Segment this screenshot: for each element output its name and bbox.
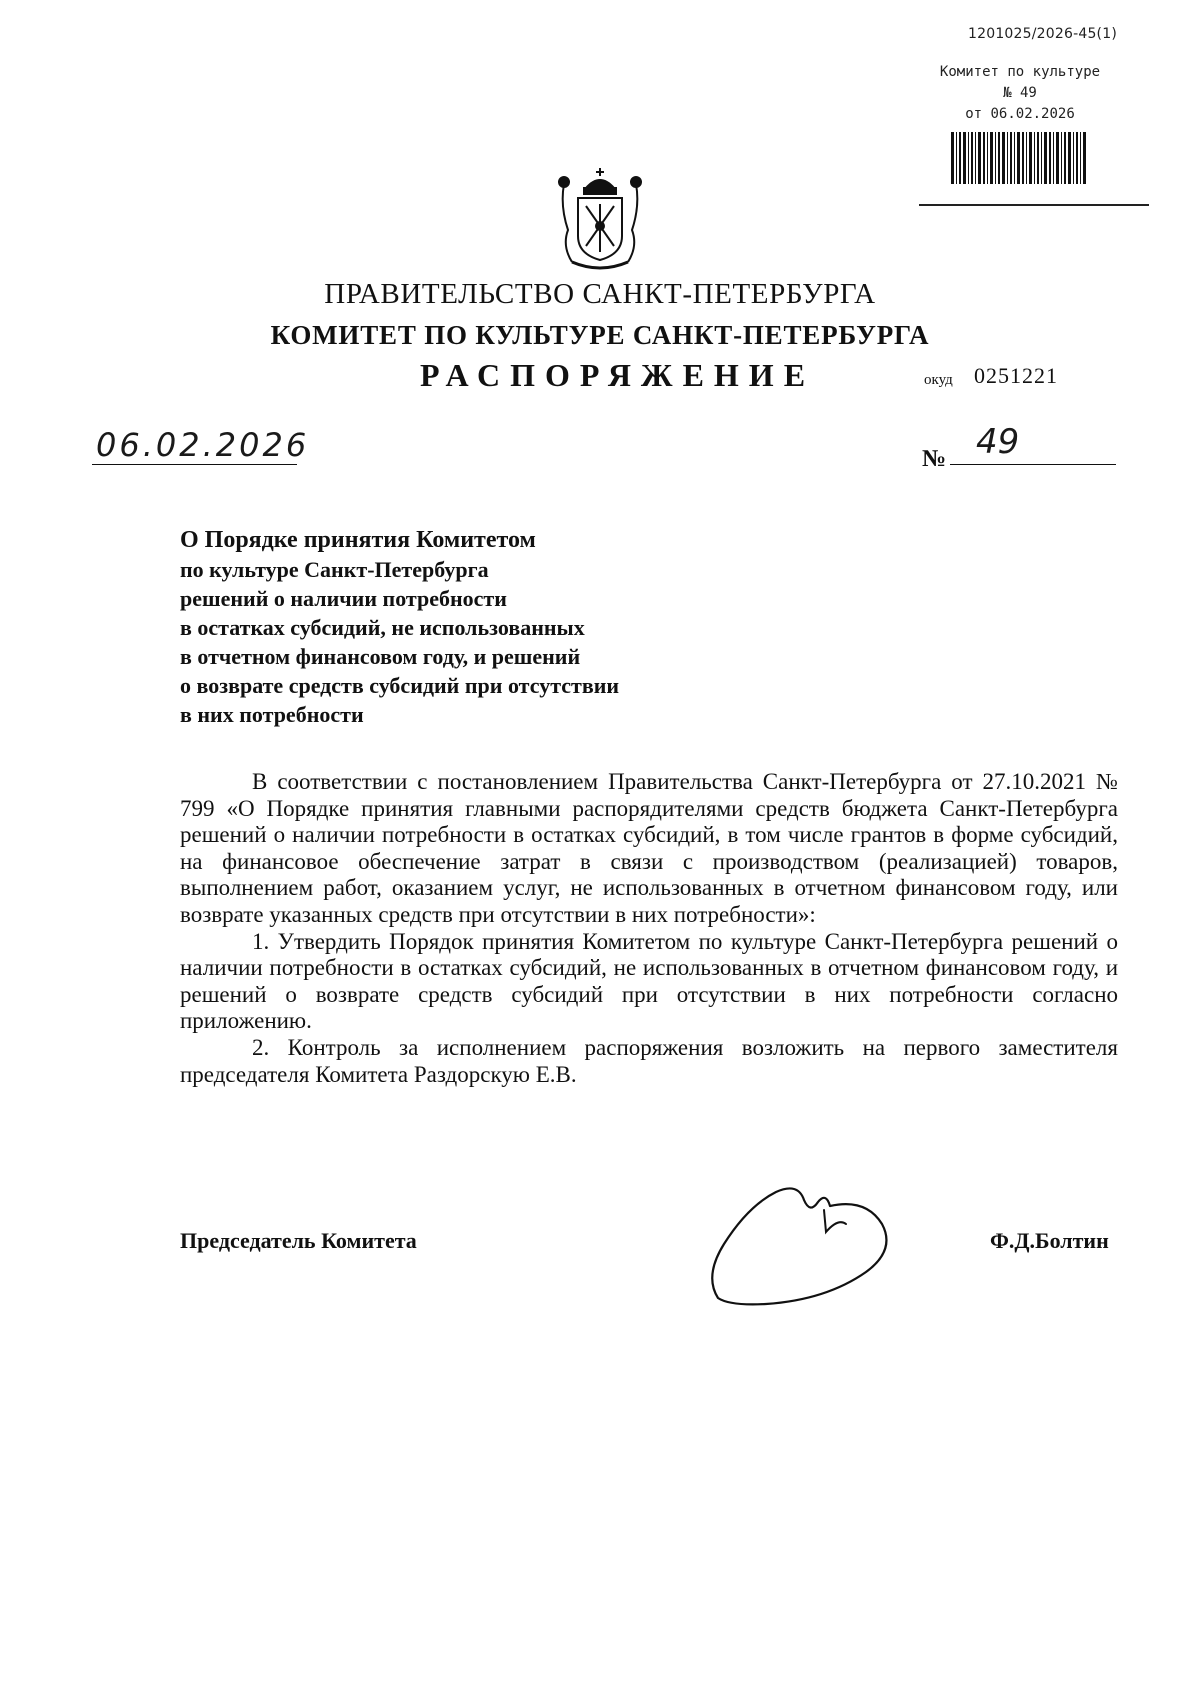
signatory-title: Председатель Комитета <box>180 1228 417 1253</box>
document-body <box>180 769 1118 1088</box>
barcode-icon <box>951 132 1087 184</box>
handwritten-signature-icon <box>706 1180 906 1310</box>
document-type: РАСПОРЯЖЕНИЕ <box>420 357 816 393</box>
document-subject <box>180 526 740 729</box>
document-date: 06.02.2026 <box>96 426 310 464</box>
subject-line: в остатках субсидий, не использованных <box>180 615 585 640</box>
committee-title: КОМИТЕТ ПО КУЛЬТУРЕ САНКТ-ПЕТЕРБУРГА <box>270 320 930 350</box>
document-number: 49 <box>976 422 1020 462</box>
okud-code: 0251221 <box>974 363 1058 388</box>
subject-line: по культуре Санкт-Петербурга <box>180 557 489 582</box>
subject-line: в них потребности <box>180 702 364 727</box>
subject-line: О Порядке принятия Комитетом <box>180 527 536 553</box>
okud-label: окуд <box>924 372 953 388</box>
body-paragraph-item-2: 2. Контроль за исполнением распоряжения возложить на первого заместителя председателя Комитета Раздорскую Е.В. <box>180 1034 1118 1087</box>
registration-stamp <box>920 62 1120 125</box>
registration-date: от 06.02.2026 <box>965 106 1075 122</box>
government-title: ПРАВИТЕЛЬСТВО САНКТ-ПЕТЕРБУРГА <box>324 278 876 310</box>
subject-line: в отчетном финансовом году, и решений <box>180 644 581 669</box>
registration-org: Комитет по культуре <box>939 64 1101 80</box>
signatory-name: Ф.Д.Болтин <box>990 1228 1109 1253</box>
coat-of-arms-icon <box>554 166 646 272</box>
body-paragraph-item-1: 1. Утвердить Порядок принятия Комитетом по культуре Санкт-Петербурга решений о наличии потребности в остатках субсидий, не использованных в отчетном финансовом году, и решений о возврате средств субсидий при отсутствии в них потребности согласно приложению. <box>180 928 1118 1034</box>
stamp-divider <box>919 204 1149 206</box>
number-underline <box>950 464 1116 465</box>
subject-line: решений о наличии потребности <box>180 586 507 611</box>
registration-doc-no: № 49 <box>1003 85 1037 101</box>
subject-line: о возврате средств субсидий при отсутствии <box>180 673 620 698</box>
number-label: № <box>922 446 947 472</box>
body-paragraph-preamble: В соответствии с постановлением Правительства Санкт-Петербурга от 27.10.2021 № 799 «О Порядке принятия главными распорядителями средств бюджета Санкт-Петербурга решений о наличии потребности в остатках субсидий, в том числе грантов в форме субсидий, на финансовое обеспечение затрат в связи с производством (реализацией) товаров, выполнением работ, оказанием услуг, не использованных в отчетном финансовом году, или возврате указанных средств при отсутствии в них потребности»: <box>180 769 1118 927</box>
date-underline <box>92 464 297 465</box>
registration-number: 1201025/2026-45(1) <box>968 26 1117 42</box>
